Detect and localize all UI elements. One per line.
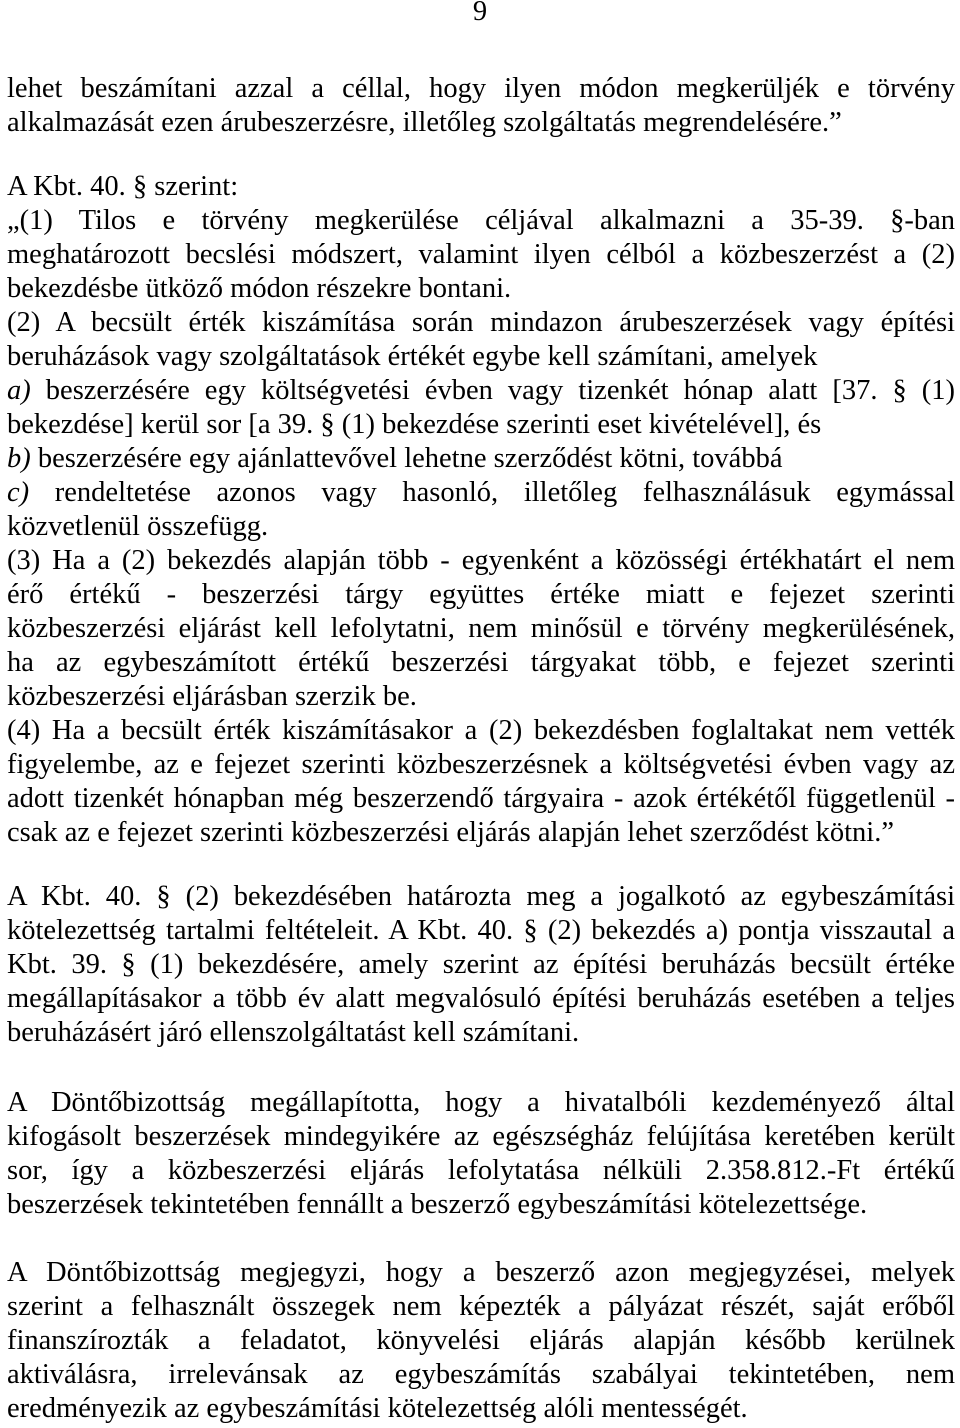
text-line: beruházások vagy szolgáltatások értékét egybe kell számítani, amelyek [7, 341, 818, 372]
text-line: (2) A becsült érték kiszámítása során mindazon árubeszerzések vagy építési [7, 307, 955, 338]
paragraph [7, 1256, 955, 1426]
text-line: (4) Ha a becsült érték kiszámításakor a (2) bekezdésben foglaltakat nem vették [7, 715, 955, 746]
text-line [7, 476, 955, 510]
text-line: közbeszerzési eljárásban szerzik be. [7, 681, 417, 712]
text-line: érő értékű - beszerzési tárgy együttes értéke miatt e fejezet szerinti [7, 579, 955, 610]
text-line: sor, így a közbeszerzési eljárás lefolytatása nélküli 2.358.812.-Ft értékű [7, 1155, 955, 1186]
text-line: kifogásolt beszerzések mindegyikére az egészségház felújítása keretében került [7, 1121, 955, 1152]
text-line: Kbt. 39. § (1) bekezdésére, amely szerint az építési beruházás becsült értéke [7, 949, 955, 980]
text-line: A Döntőbizottság megállapította, hogy a hivatalbóli kezdeményező által [7, 1087, 955, 1118]
text-line: adott tizenkét hónapban még beszerzendő tárgyaira - azok értékétől függetlenül - [7, 783, 955, 814]
text-line: figyelembe, az e fejezet szerinti közbeszerzésnek a költségvetési évben vagy az [7, 749, 955, 780]
text-line: megállapításakor a több év alatt megvalósuló építési beruházás esetében a teljes [7, 983, 955, 1014]
text-line: kötelezettség tartalmi feltételeit. A Kbt. 40. § (2) bekezdés a) pontja visszautal a [7, 915, 955, 946]
text-line: lehet beszámítani azzal a céllal, hogy ilyen módon megkerüljék e törvény [7, 73, 955, 104]
list-marker: a) [7, 375, 31, 406]
text-line: (3) Ha a (2) bekezdés alapján több - egyenként a közösségi értékhatárt el nem [7, 545, 955, 576]
document-body [7, 72, 955, 1426]
list-marker: c) [7, 477, 30, 508]
statute-quote [7, 170, 955, 850]
text-line: meghatározott becslési módszert, valamint ilyen célból a közbeszerzést a (2) [7, 239, 955, 270]
text-line: „(1) Tilos e törvény megkerülése céljával alkalmazni a 35-39. §-ban [7, 205, 955, 236]
text-line: beszerzések tekintetében fennállt a beszerző egybeszámítási kötelezettsége. [7, 1189, 868, 1220]
text-line: ha az egybeszámított értékű beszerzési tárgyakat több, e fejezet szerinti [7, 647, 955, 678]
text-line: közbeszerzési eljárást kell lefolytatni, nem minősül e törvény megkerülésének, [7, 613, 955, 644]
paragraph [7, 880, 955, 1050]
text-line: A Kbt. 40. § (2) bekezdésében határozta meg a jogalkotó az egybeszámítási [7, 881, 955, 912]
text-line: alkalmazását ezen árubeszerzésre, illetőleg szolgáltatás megrendelésére.” [7, 107, 842, 138]
text-line: A Kbt. 40. § szerint: [7, 171, 239, 202]
text-line: A Döntőbizottság megjegyzi, hogy a beszerző azon megjegyzései, melyek [7, 1257, 955, 1288]
text-line: finanszírozták a feladatot, könyvelési eljárás alapján később kerülnek [7, 1325, 955, 1356]
page-number: 9 [472, 0, 488, 27]
text-line: bekezdésbe ütköző módon részekre bontani. [7, 273, 512, 304]
paragraph [7, 72, 955, 140]
paragraph [7, 1086, 955, 1222]
text-line: szerint a felhasznált összegek nem képezték a pályázat részét, saját erőből [7, 1291, 955, 1322]
text-line [7, 374, 955, 408]
line-text: beszerzésére egy költségvetési évben vagy tizenkét hónap alatt [37. § (1) [45, 375, 955, 406]
text-line [7, 442, 955, 476]
text-line: aktiválásra, irrelevánsak az egybeszámítás szabályai tekintetében, nem [7, 1359, 955, 1390]
line-text: beszerzésére egy ajánlattevővel lehetne szerződést kötni, továbbá [37, 443, 783, 474]
text-line: beruházásért járó ellenszolgáltatást kell számítani. [7, 1017, 580, 1048]
text-line: eredményezik az egybeszámítási kötelezettség alóli mentességét. [7, 1393, 748, 1424]
line-text: rendeltetése azonos vagy hasonló, illetőleg felhasználásuk egymással [54, 477, 955, 508]
text-line: közvetlenül összefügg. [7, 511, 269, 542]
text-line: bekezdése] kerül sor [a 39. § (1) bekezdése szerinti eset kivételével], és [7, 409, 822, 440]
list-marker: b) [7, 443, 31, 474]
text-line: csak az e fejezet szerinti közbeszerzési eljárás alapján lehet szerződést kötni.” [7, 817, 894, 848]
